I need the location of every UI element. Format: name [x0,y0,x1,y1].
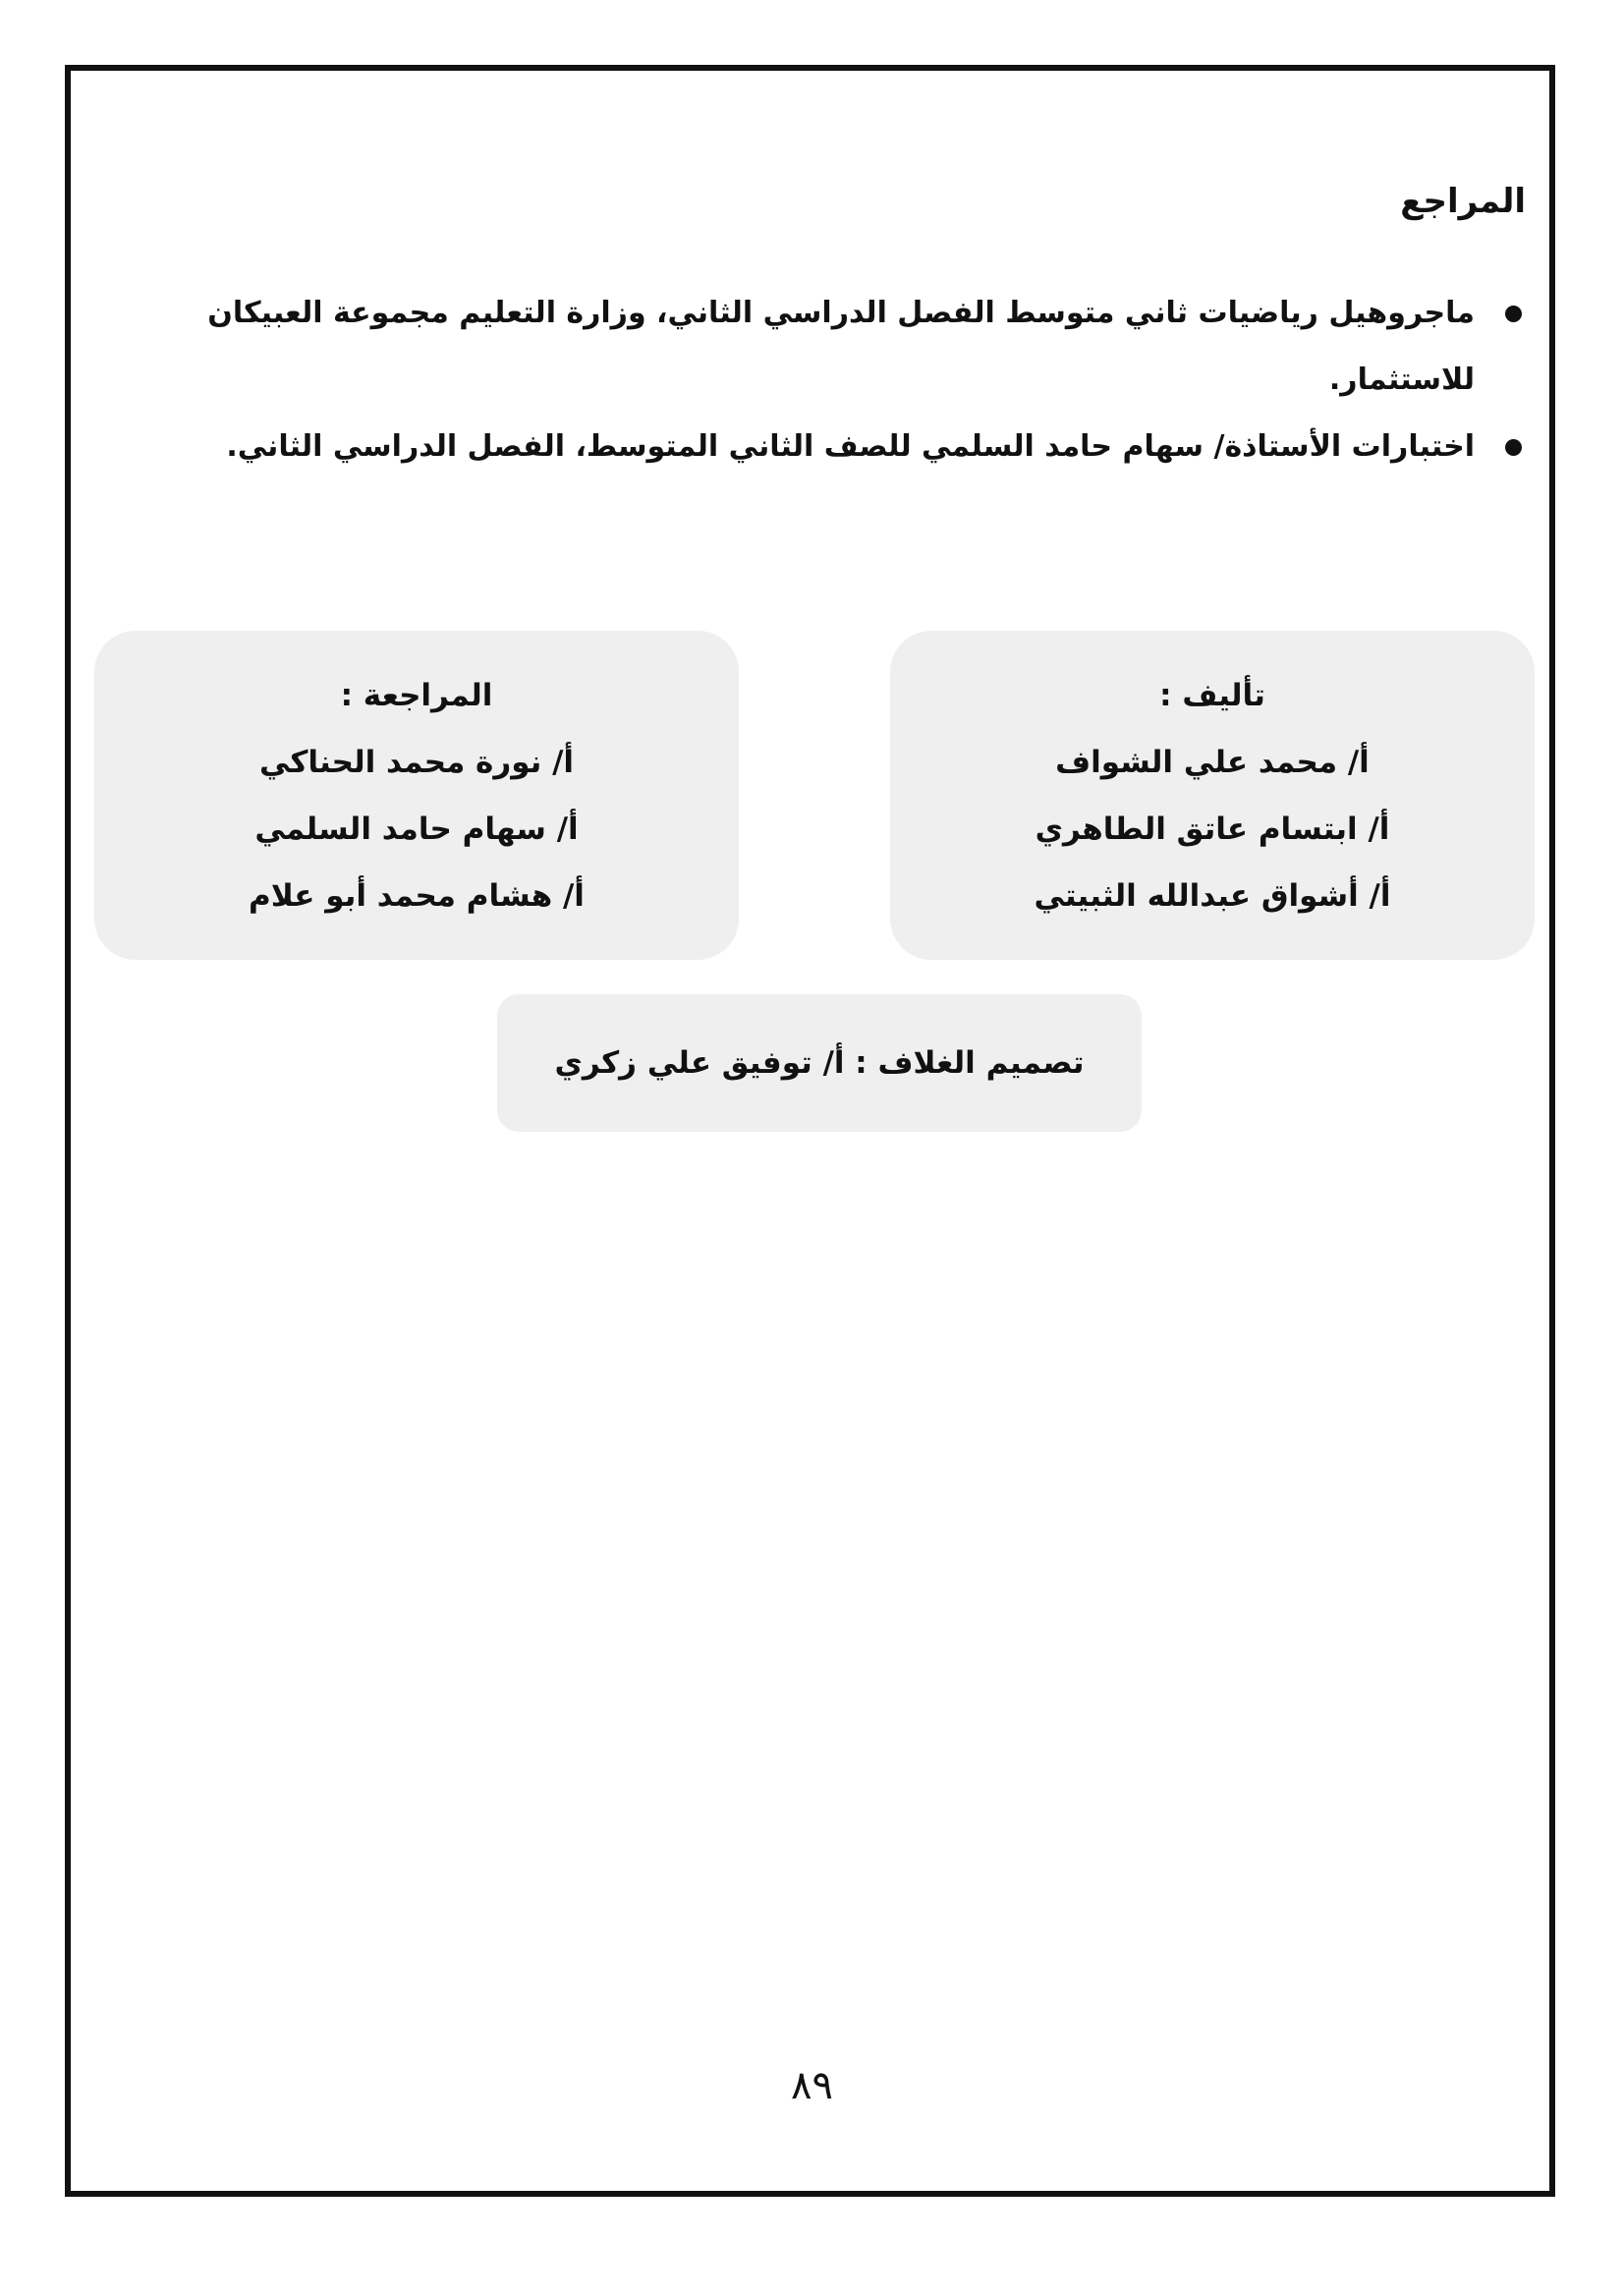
page-number: ٨٩ [791,2063,833,2108]
reference-item [180,414,1536,480]
author-name: أ/ أشواق عبدالله الثبيتي [1034,878,1391,914]
reviewers-card [94,631,739,960]
reference-text: اختبارات الأستاذة/ سهام حامد السلمي للصف الثاني المتوسط، الفصل الدراسي الثاني. [226,429,1475,464]
reference-text: ماجروهيل رياضيات ثاني متوسط الفصل الدراسي الثاني، وزارة التعليم مجموعة العبيكان للاستثمار. [207,296,1475,397]
reviewer-name: أ/ هشام محمد أبو علام [249,878,585,914]
authors-title: تأليف : [1159,678,1265,713]
reviewer-name: أ/ نورة محمد الحناكي [258,745,575,780]
reference-item [180,280,1536,414]
authors-card [890,631,1535,960]
reviewers-title: المراجعة : [340,678,493,713]
bullet-icon [1505,439,1522,456]
cover-design-credit: تصميم الغلاف : أ/ توفيق علي زكري [554,1045,1085,1081]
reviewer-name: أ/ سهام حامد السلمي [254,812,579,847]
cover-design-card [497,994,1142,1132]
references-heading: المراجع [1400,182,1526,221]
bullet-icon [1505,306,1522,322]
author-name: أ/ محمد علي الشواف [1055,745,1370,780]
references-list [180,280,1536,480]
author-name: أ/ ابتسام عاتق الطاهري [1035,812,1390,847]
